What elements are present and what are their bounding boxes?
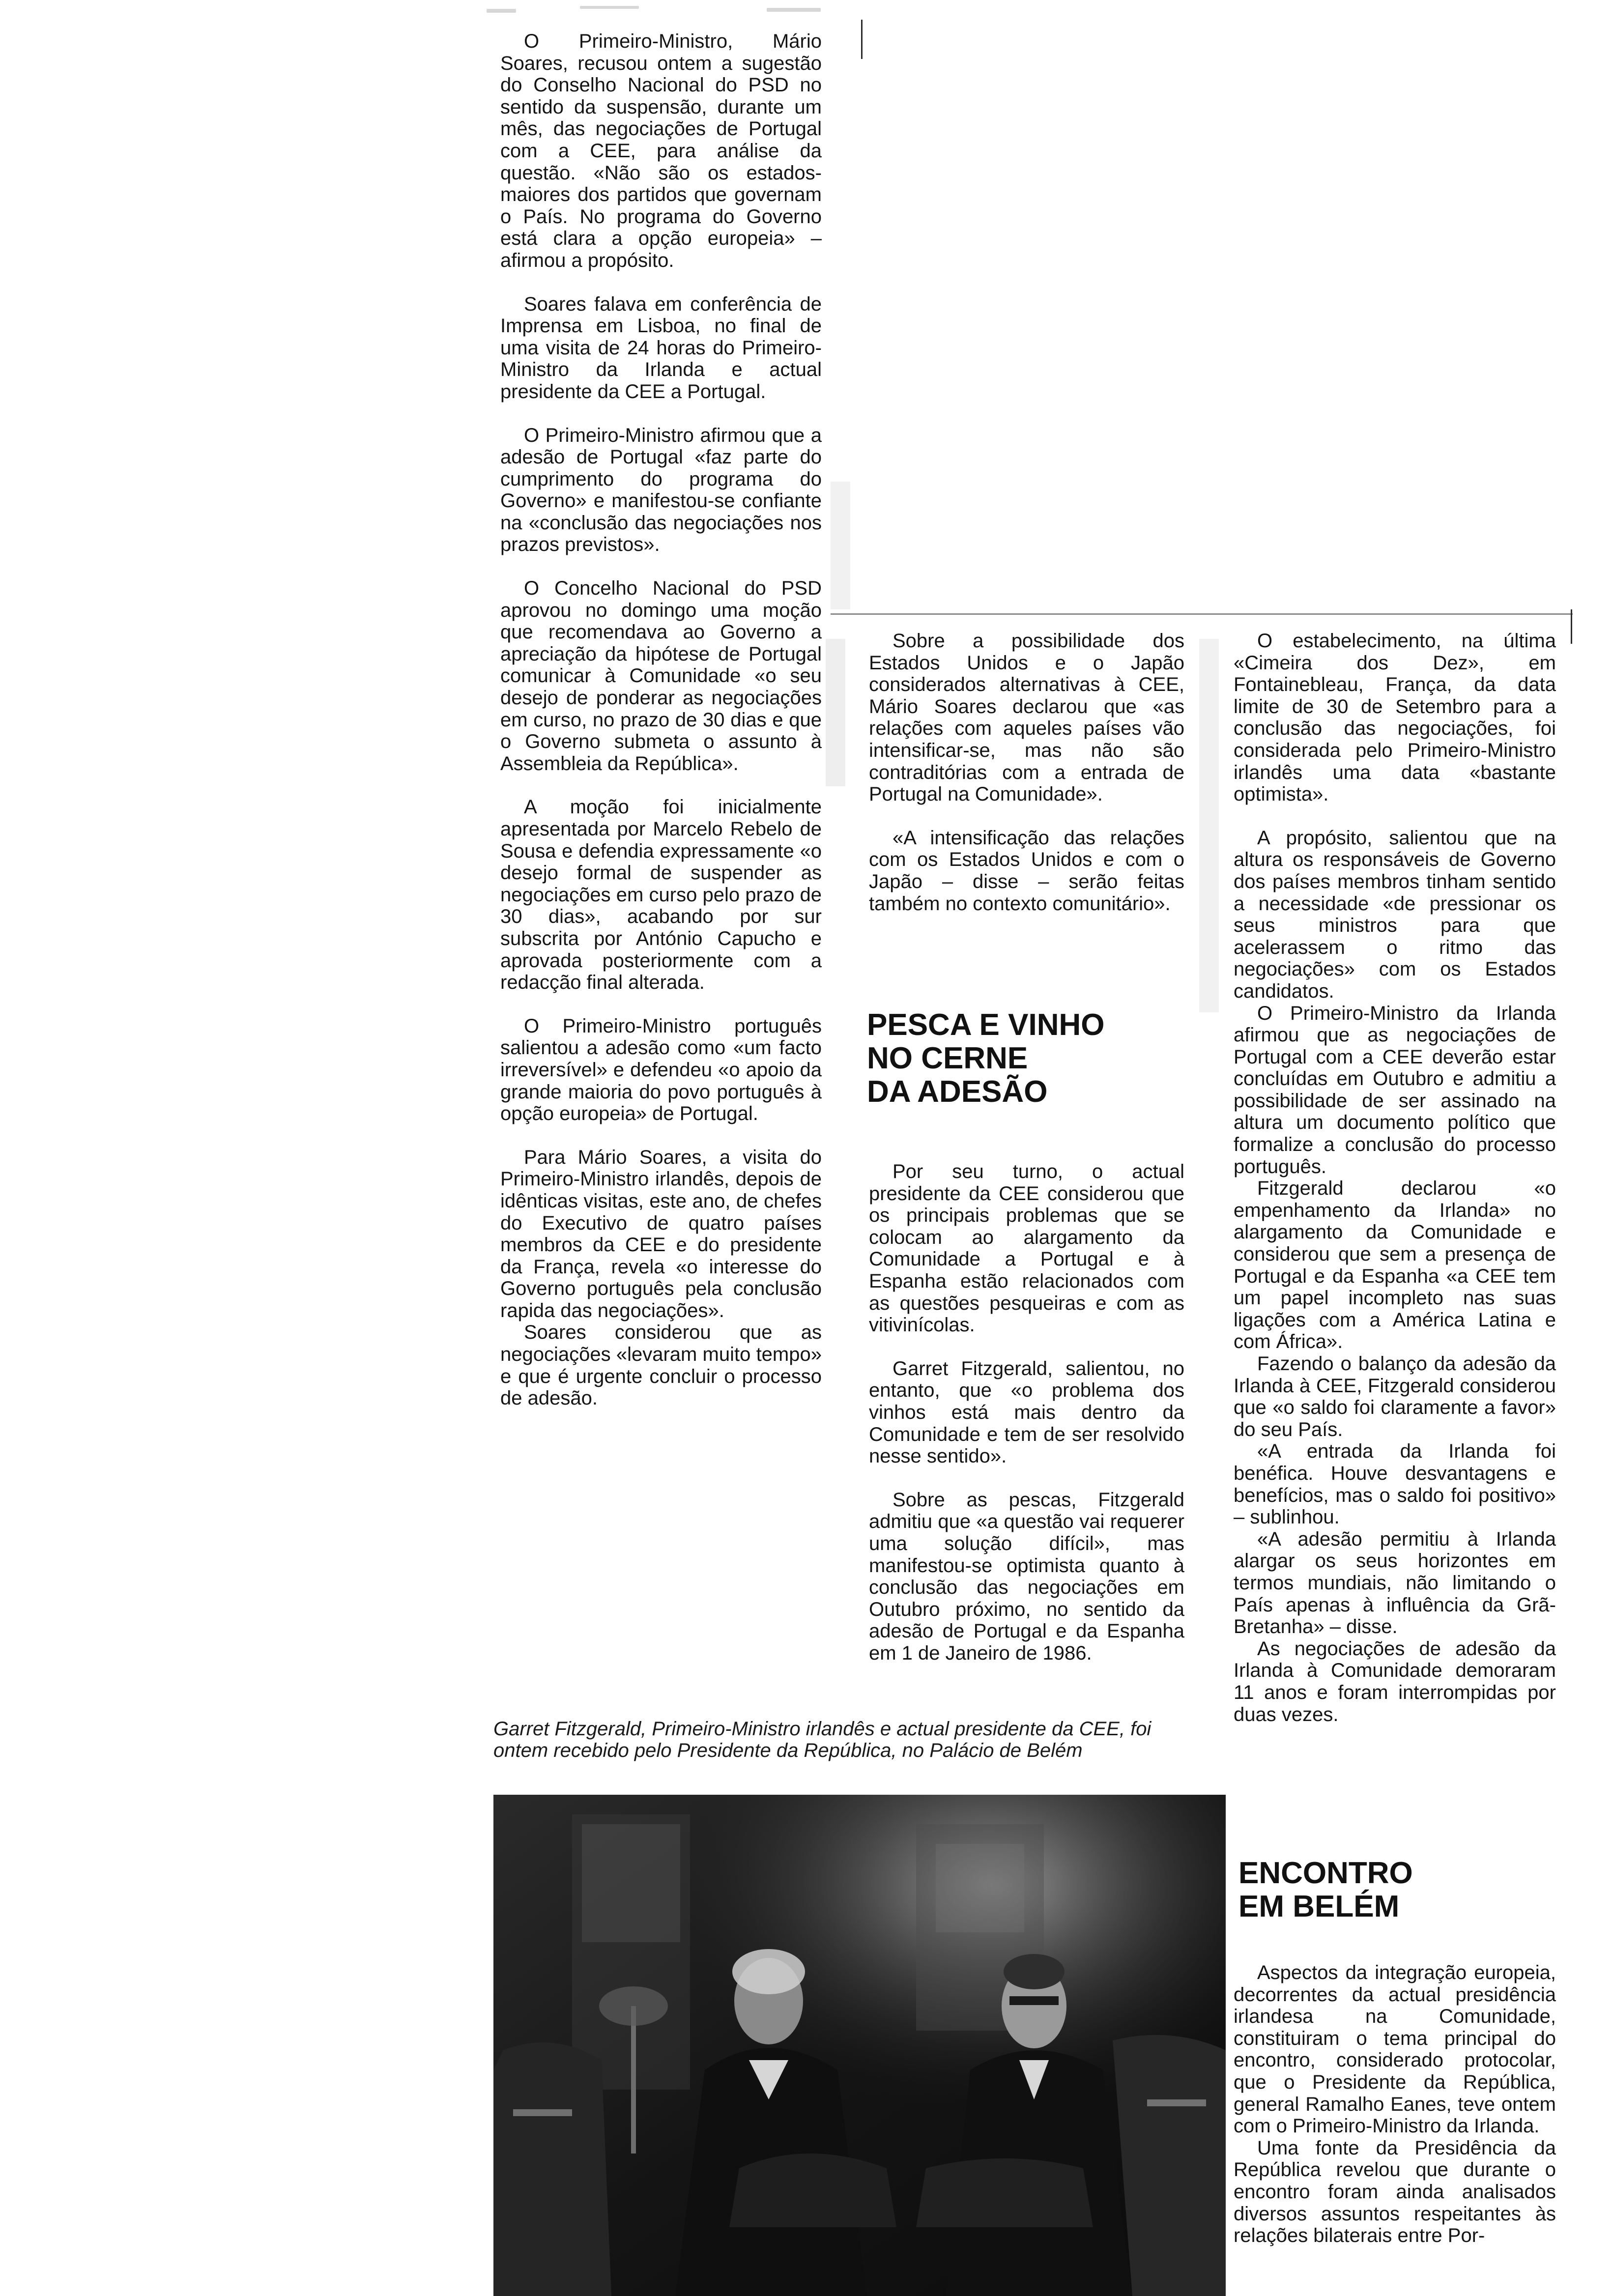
paragraph: Para Mário Soares, a visita do Primeiro-Ministro irlandês, depois de idênticas visitas, este ano, de chefes do Executivo de quatro países membros da CEE e do presidente da França, revela «o interesse do Governo português pela conclusão rapida das negociações». [500,1146,822,1321]
paragraph: Por seu turno, o actual presidente da CEE considerou que os principais problemas que se colocam ao alargamento da Comunidade a Portugal e à Espanha estão relacionados com as questões pesqueiras e com as vitivinícolas. [869,1161,1184,1336]
photo-illustration [493,1795,1226,2296]
column-3-bottom [1234,1962,1556,2268]
paragraph: Soares falava em conferência de Imprensa em Lisboa, no final de uma visita de 24 horas do Primeiro-Ministro da Irlanda e actual presidente da CEE a Portugal. [500,293,822,402]
paragraph: As negociações de adesão da Irlanda à Comunidade demoraram 11 anos e foram interrompidas por duas vezes. [1234,1637,1556,1725]
headline-pesca-e-vinho: PESCA E VINHO NO CERNE DA ADESÃO [867,1008,1105,1109]
column-rule [1571,609,1572,644]
paragraph: Fazendo o balanço da adesão da Irlanda à CEE, Fitzgerald considerou que «o saldo foi claramente a favor» do seu País. [1234,1353,1556,1440]
paragraph: Aspectos da integração europeia, decorrentes da actual presidência irlandesa na Comunidade, constituiram o tema principal do encontro, considerado protocolar, que o Presidente da República, general Ramalho Eanes, teve ontem com o Primeiro-Ministro da Irlanda. [1234,1962,1556,2137]
paragraph: Garret Fitzgerald, salientou, no entanto, que «o problema dos vinhos está mais dentro da Comunidade e tem de ser resolvido nesse sentido». [869,1357,1184,1467]
column-3 [1234,630,1556,1747]
paragraph: O Primeiro-Ministro português salientou a adesão como «um facto irreversível» e defendeu «o apoio da grande maioria do povo português à opção europeia» de Portugal. [500,1015,822,1125]
paragraph: Sobre a possibilidade dos Estados Unidos e o Japão considerados alternativas à CEE, Mário Soares declarou que «as relações com aqueles países vão intensificar-se, mas não são contraditórias com a entrada de Portugal na Comunidade». [869,630,1184,805]
paragraph: Sobre as pescas, Fitzgerald admitiu que «a questão vai requerer uma solução difícil», mas manifestou-se optimista quanto à conclusão das negociações em Outubro próximo, no sentido da adesão de Portugal e da Espanha em 1 de Janeiro de 1986. [869,1489,1184,1664]
paragraph: A propósito, salientou que na altura os responsáveis de Governo dos países membros tinham sentido a necessidade «de pressionar os seus ministros para que acelerassem o ritmo das negociações» com os Estados candidatos. [1234,827,1556,1002]
paragraph: Fitzgerald declarou «o empenhamento da Irlanda» no alargamento da Comunidade e considerou que sem a presença de Portugal e da Espanha «a CEE tem um papel incompleto nas suas ligações com a América Latina e com África». [1234,1177,1556,1353]
paragraph: A moção foi inicialmente apresentada por Marcelo Rebelo de Sousa e defendia expressamente «o desejo formal de suspender as negociações em curso pelo prazo de 30 dias», acabando por sur subscrita por António Capucho e aprovada posteriormente com a redacção final alterada. [500,796,822,994]
column-2-bottom [869,1161,1184,1686]
scan-speck [580,6,639,9]
paragraph: «A intensificação das relações com os Estados Unidos e com o Japão – disse – serão feitas também no contexto comunitário». [869,827,1184,915]
column-1 [500,30,822,1431]
column-2-top [869,630,1184,936]
scan-speck [767,8,821,12]
scan-speck [826,639,845,786]
photo-caption: Garret Fitzgerald, Primeiro-Ministro irlandês e actual presidente da CEE, foi ontem recebido pelo Presidente da República, no Palácio de Belém [493,1718,1151,1761]
paragraph: O Primeiro-Ministro, Mário Soares, recusou ontem a sugestão do Conselho Nacional do PSD no sentido da suspensão, durante um mês, das negociações de Portugal com a CEE, para análise da questão. «Não são os estados-maiores dos partidos que governam o País. No programa do Governo está clara a opção europeia» – afirmou a propósito. [500,30,822,271]
column-rule [861,20,863,59]
paragraph: O estabelecimento, na última «Cimeira dos Dez», em Fontainebleau, França, da data limite de 30 de Setembro para a conclusão das negociações, foi considerada pelo Primeiro-Ministro irlandês uma data «bastante optimista». [1234,630,1556,805]
paragraph: O Primeiro-Ministro afirmou que a adesão de Portugal «faz parte do cumprimento do programa do Governo» e manifestou-se confiante na «conclusão das negociações nos prazos previstos». [500,424,822,556]
scan-speck [487,9,516,13]
paragraph: Soares considerou que as negociações «levaram muito tempo» e que é urgente concluir o processo de adesão. [500,1321,822,1409]
paragraph: «A entrada da Irlanda foi benéfica. Houve desvantagens e benefícios, mas o saldo foi positivo» – sublinhou. [1234,1440,1556,1528]
paragraph: O Primeiro-Ministro da Irlanda afirmou que as negociações de Portugal com a CEE deverão estar concluídas em Outubro e admitiu a possibilidade de ser assinado na altura um documento político que formalize a conclusão do processo português. [1234,1002,1556,1177]
paragraph: «A adesão permitiu à Irlanda alargar os seus horizontes em termos mundiais, não limitando o País apenas à influência da Grã-Bretanha» – disse. [1234,1528,1556,1638]
photo-fitzgerald-eanes [493,1795,1226,2296]
top-rule [831,613,1573,615]
scan-speck [831,482,850,609]
scan-speck [1199,639,1219,1012]
paragraph: Uma fonte da Presidência da República revelou que durante o encontro foram ainda analisados diversos assuntos respeitantes às relações bilaterais entre Por- [1234,2137,1556,2247]
paragraph: O Concelho Nacional do PSD aprovou no domingo uma moção que recomendava ao Governo a apreciação da hipótese de Portugal comunicar à Comunidade «o seu desejo de ponderar as negociações em curso, no prazo de 30 dias e que o Governo submeta o assunto à Assembleia da República». [500,577,822,775]
headline-encontro-em-belem: ENCONTRO EM BELÉM [1238,1856,1413,1923]
